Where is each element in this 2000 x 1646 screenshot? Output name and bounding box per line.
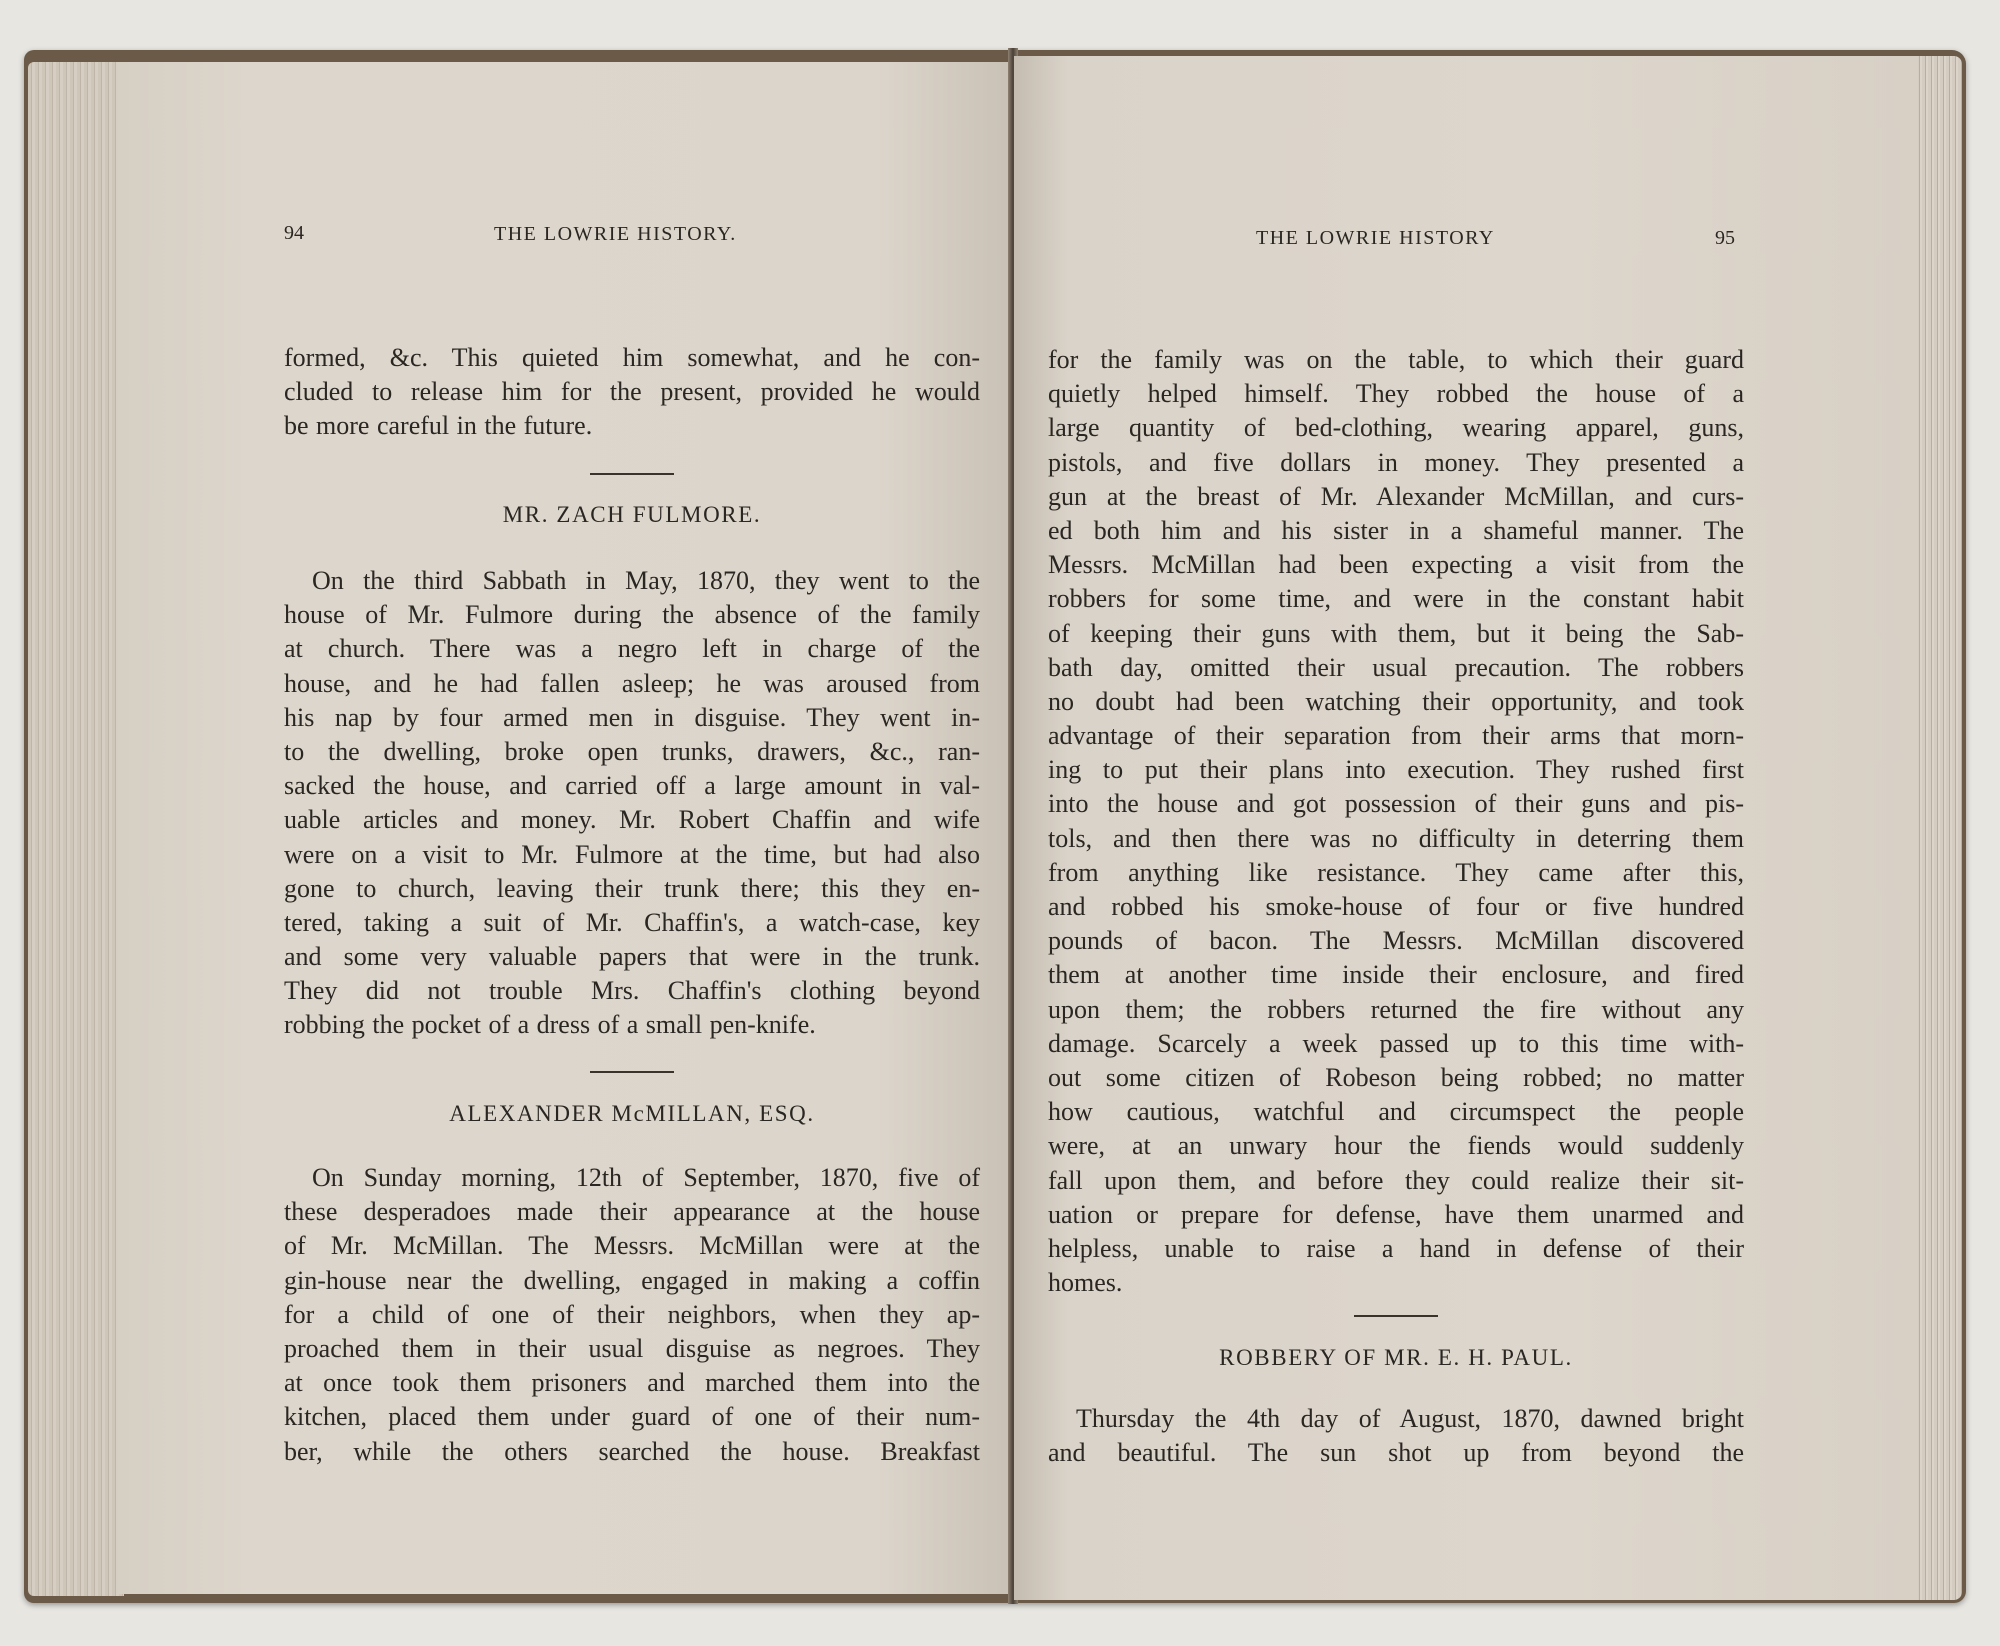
text-line: no doubt had been watching their opportunity, and took (1048, 686, 1744, 716)
text-line: and robbed his smoke-house of four or five hundred (1048, 892, 1744, 921)
text-line: cluded to release him for the present, provided he would (284, 377, 980, 407)
text-line: tols, and then there was no difficulty in deterring them (1048, 823, 1744, 853)
text-line: of keeping their guns with them, but it being the Sab- (1048, 618, 1744, 648)
page-number: 94 (284, 222, 304, 244)
page-edges-right (1916, 56, 1962, 1600)
right-page (1014, 56, 1918, 1600)
text-line: for the family was on the table, to which their guard (1048, 345, 1744, 374)
text-line: bath day, omitted their usual precaution. The robbers (1048, 652, 1744, 682)
text-line: homes. (1048, 1268, 1123, 1298)
text-line: upon them; the robbers returned the fire without any (1048, 994, 1744, 1024)
text-line: were, at an unwary hour the fiends would suddenly (1048, 1131, 1744, 1161)
page-edges-left (28, 62, 124, 1596)
text-line: robbers for some time, and were in the constant habit (1048, 584, 1744, 614)
text-line: out some citizen of Robeson being robbed; no matter (1048, 1062, 1744, 1092)
text-line: advantage of their separation from their arms that morn- (1048, 721, 1744, 751)
text-line: gun at the breast of Mr. Alexander McMillan, and curs- (1048, 481, 1744, 511)
text-line: ed both him and his sister in a shameful manner. The (1048, 515, 1744, 545)
text-line: On the third Sabbath in May, 1870, they went to the (312, 566, 980, 595)
text-line: Thursday the 4th day of August, 1870, dawned bright (1076, 1404, 1744, 1433)
text-line: fall upon them, and before they could realize their sit- (1048, 1165, 1744, 1195)
running-head: THE LOWRIE HISTORY. (494, 223, 737, 245)
text-line: large quantity of bed-clothing, wearing apparel, guns, (1048, 413, 1744, 443)
text-line: helpless, unable to raise a hand in defense of their (1048, 1233, 1744, 1263)
text-line: pounds of bacon. The Messrs. McMillan discovered (1048, 926, 1744, 956)
text-line: gone to church, leaving their trunk there; this they en- (284, 873, 980, 903)
text-line: sacked the house, and carried off a large amount in val- (284, 771, 980, 801)
text-line: of Mr. McMillan. The Messrs. McMillan were at the (284, 1231, 980, 1261)
text-line: ber, while the others searched the house. Breakfast (284, 1436, 980, 1466)
text-line: at church. There was a negro left in charge of the (284, 634, 980, 664)
paragraph (284, 1161, 980, 1469)
text-line: proached them in their usual disguise as negroes. They (284, 1333, 980, 1363)
section-divider (1354, 1315, 1438, 1317)
text-line: and some very valuable papers that were in the trunk. (284, 942, 980, 972)
paragraph (284, 341, 980, 444)
text-line: On Sunday morning, 12th of September, 1870, five of (312, 1163, 980, 1192)
text-line: uation or prepare for defense, have them unarmed and (1048, 1199, 1744, 1229)
page-number: 95 (1715, 227, 1735, 249)
section-divider (590, 1071, 674, 1073)
text-line: at once took them prisoners and marched them into the (284, 1368, 980, 1398)
text-line: and beautiful. The sun shot up from beyond the (1048, 1438, 1744, 1468)
text-line: kitchen, placed them under guard of one of their num- (284, 1402, 980, 1432)
section-heading: ALEXANDER McMILLAN, ESQ. (449, 1101, 815, 1126)
text-line: them at another time inside their enclosure, and fired (1048, 960, 1744, 990)
paragraph (284, 564, 980, 1043)
text-line: how cautious, watchful and circumspect the people (1048, 1097, 1744, 1127)
text-line: these desperadoes made their appearance at the house (284, 1197, 980, 1227)
text-line: into the house and got possession of their guns and pis- (1048, 789, 1744, 819)
text-line: damage. Scarcely a week passed up to this time with- (1048, 1028, 1744, 1058)
text-line: house of Mr. Fulmore during the absence of the family (284, 600, 980, 630)
text-line: from anything like resistance. They came after this, (1048, 857, 1744, 887)
text-line: tered, taking a suit of Mr. Chaffin's, a watch-case, key (284, 907, 980, 937)
text-line: formed, &c. This quieted him somewhat, and he con- (284, 343, 980, 372)
text-line: quietly helped himself. They robbed the house of a (1048, 379, 1744, 409)
left-page (118, 62, 1012, 1594)
text-line: house, and he had fallen asleep; he was aroused from (284, 668, 980, 698)
section-heading: MR. ZACH FULMORE. (502, 502, 762, 527)
section-heading: ROBBERY OF MR. E. H. PAUL. (1219, 1345, 1573, 1370)
text-line: to the dwelling, broke open trunks, drawers, &c., ran- (284, 736, 980, 766)
text-line: They did not trouble Mrs. Chaffin's clothing beyond (284, 976, 980, 1006)
text-line: robbing the pocket of a dress of a small pen-knife. (284, 1010, 816, 1040)
running-head: THE LOWRIE HISTORY (1256, 227, 1495, 249)
text-line: gin-house near the dwelling, engaged in making a coffin (284, 1265, 980, 1295)
text-line: be more careful in the future. (284, 411, 593, 441)
paragraph (1048, 1402, 1744, 1470)
text-line: uable articles and money. Mr. Robert Chaffin and wife (284, 805, 980, 835)
text-line: were on a visit to Mr. Fulmore at the time, but had also (284, 839, 980, 869)
text-line: pistols, and five dollars in money. They presented a (1048, 447, 1744, 477)
section-divider (590, 473, 674, 475)
text-line: Messrs. McMillan had been expecting a visit from the (1048, 550, 1744, 580)
paragraph (1048, 343, 1744, 1300)
text-line: for a child of one of their neighbors, when they ap- (284, 1299, 980, 1329)
text-line: ing to put their plans into execution. They rushed first (1048, 755, 1744, 785)
text-line: his nap by four armed men in disguise. They went in- (284, 702, 980, 732)
